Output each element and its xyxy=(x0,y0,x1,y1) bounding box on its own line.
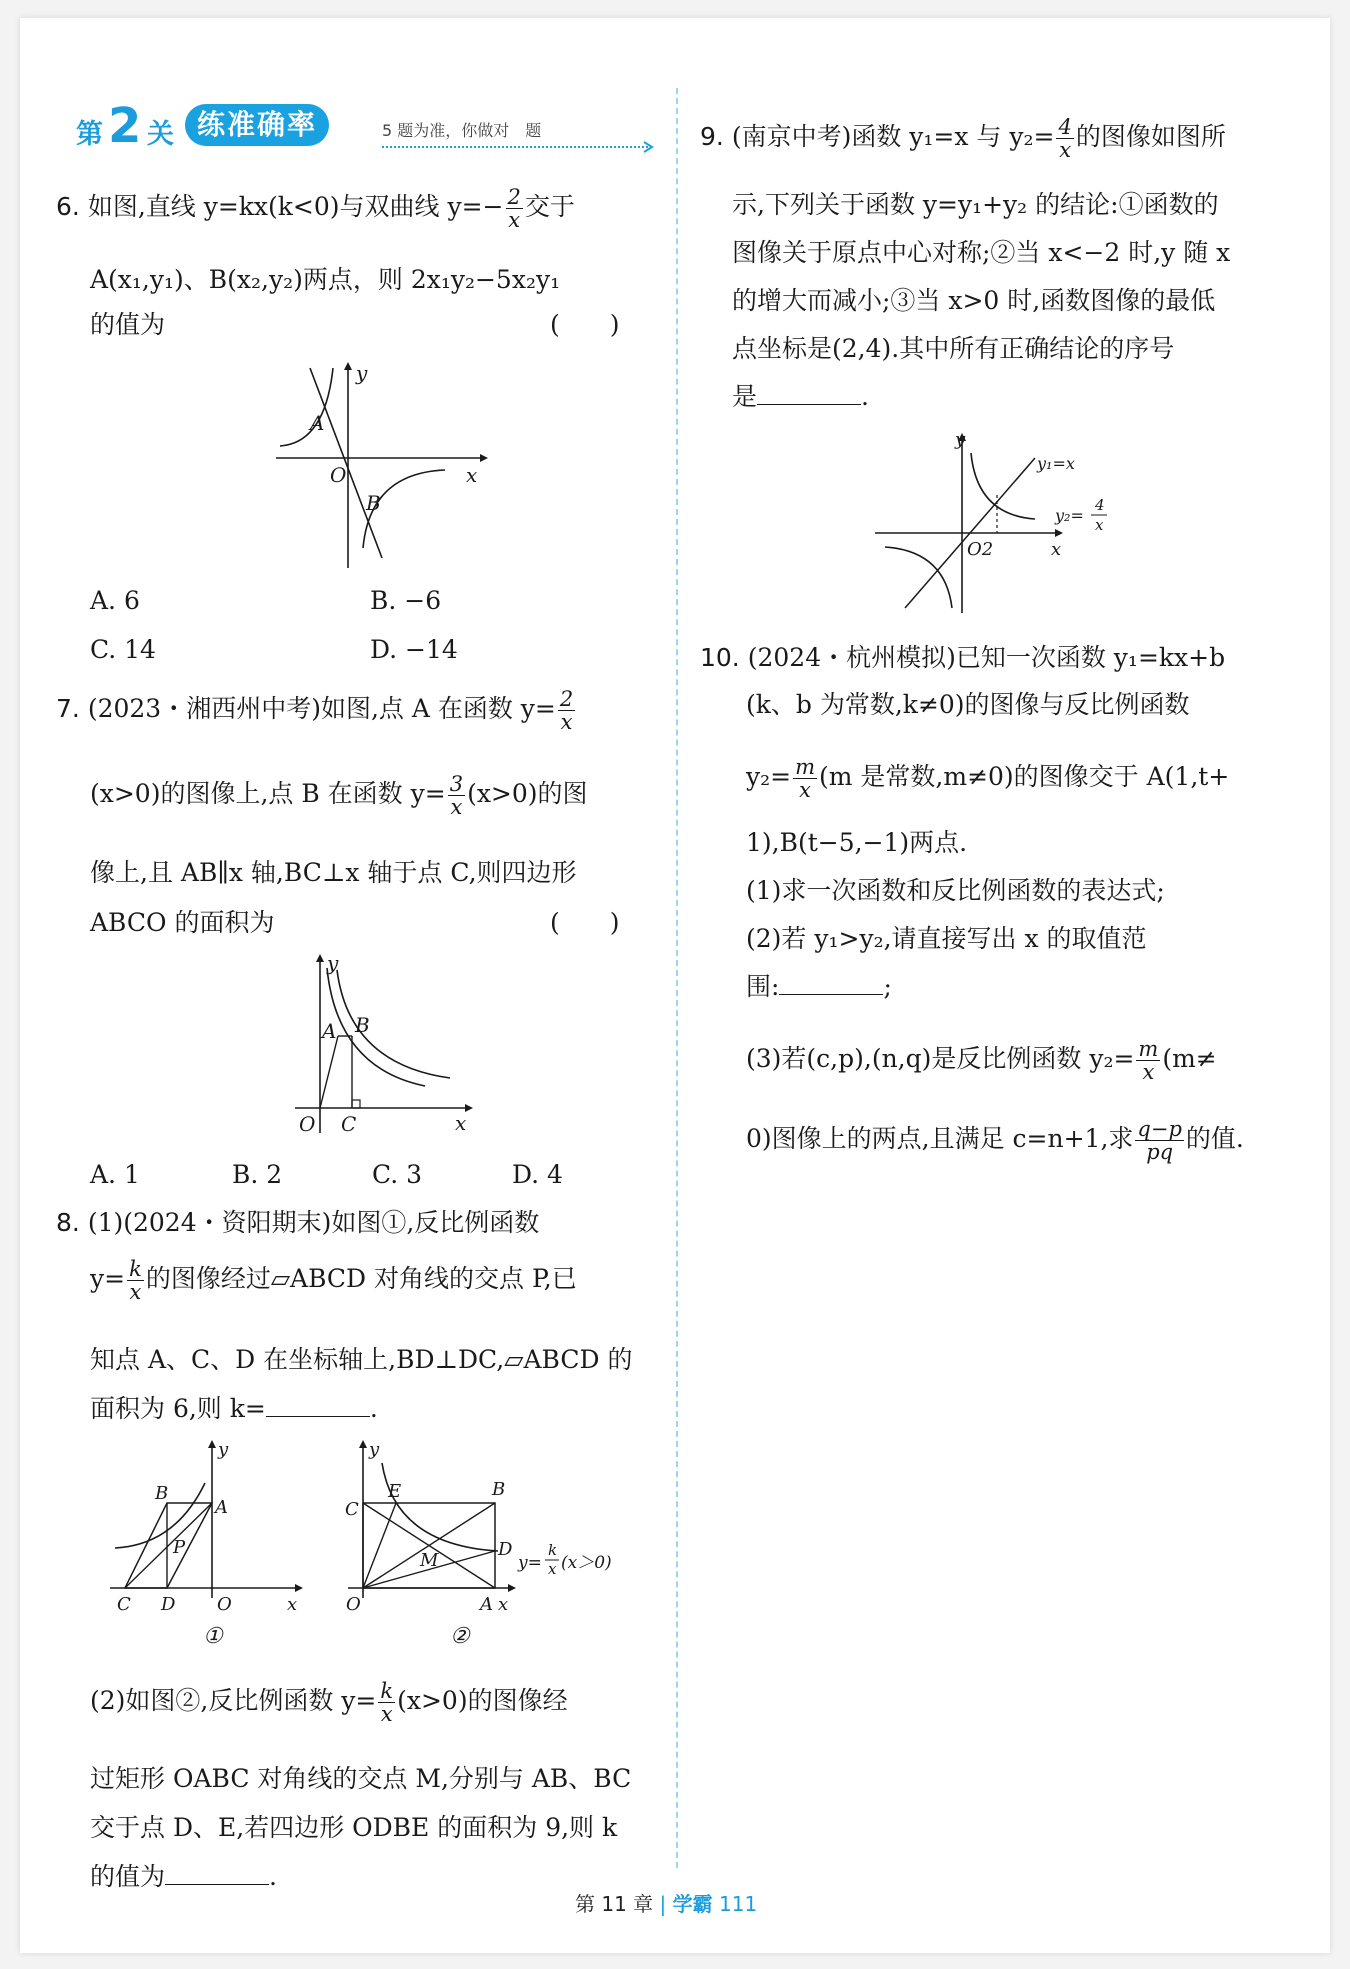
q10-frac1-num: m xyxy=(795,755,816,779)
q7-option-b: B. 2 xyxy=(232,1160,283,1189)
x-axis-arrow xyxy=(480,454,488,462)
q7-label-C: C xyxy=(341,1112,357,1136)
q10-frac3-num: q−p xyxy=(1137,1117,1182,1141)
q8-answer-blank-2[interactable] xyxy=(165,1862,269,1885)
q7-line4: ABCO 的面积为 xyxy=(90,908,275,937)
q7-line2 xyxy=(90,773,588,818)
q8-line3: 知点 A、C、D 在坐标轴上,BD⊥DC,▱ABCD 的 xyxy=(90,1345,633,1374)
q9-line1 xyxy=(700,116,1226,161)
q10-frac2-num: m xyxy=(1138,1037,1159,1061)
q7-number: 7. xyxy=(56,694,80,724)
q9-figure xyxy=(855,423,1130,623)
y-axis-arrow xyxy=(359,1440,367,1448)
q6-figure xyxy=(270,358,490,583)
hyperbola-left xyxy=(280,368,333,446)
q7-label-y: y xyxy=(327,951,339,975)
q7-frac1-num: 2 xyxy=(559,687,574,711)
diagonal-AC xyxy=(125,1503,212,1588)
q7-label-B: B xyxy=(355,1013,370,1037)
q7-answer-paren: ( ) xyxy=(550,908,620,937)
q8-text: (1)(2024・资阳期末)如图①,反比例函数 xyxy=(87,1208,540,1237)
q10-line4: 1),B(t−5,−1)两点. xyxy=(746,828,968,857)
q6-fraction xyxy=(506,186,523,231)
q8-f1-label-x: x xyxy=(287,1594,298,1615)
right-angle-mark xyxy=(352,1100,360,1108)
q8-figure-1 xyxy=(105,1433,310,1648)
q10-text: ; xyxy=(883,972,892,1001)
q8-frac1-den: x xyxy=(127,1280,144,1303)
page-footer xyxy=(575,1888,757,1917)
q10-line6: (2)若 y₁>y₂,请直接写出 x 的取值范 xyxy=(746,924,1147,953)
q10-fraction-2 xyxy=(1136,1038,1160,1083)
q8-f2-label-x: x xyxy=(498,1594,509,1615)
q9-frac-num: 4 xyxy=(1058,115,1072,139)
q10-fraction-1 xyxy=(793,756,817,801)
q10-answer-blank[interactable] xyxy=(779,972,883,995)
q10-line8 xyxy=(746,1038,1217,1083)
segment-OE xyxy=(363,1503,396,1588)
q10-text: (2024・杭州模拟)已知一次函数 y₁=kx+b xyxy=(747,643,1226,672)
q8-f2-curve-label: y= xyxy=(518,1553,542,1573)
q9-label-y2: y₂= xyxy=(1055,506,1084,525)
q9-fraction xyxy=(1056,116,1073,161)
q6-option-a: A. 6 xyxy=(90,586,140,615)
footer-separator: | xyxy=(659,1892,667,1916)
q8-f1-label-B: B xyxy=(155,1483,169,1504)
q8-text: (2)如图②,反比例函数 y= xyxy=(90,1686,377,1716)
q8-number: 8. xyxy=(56,1208,80,1237)
q10-text: 围: xyxy=(746,972,780,1001)
q9-label-O2: O2 xyxy=(967,539,994,560)
q10-text: 0)图像上的两点,且满足 c=n+1,求 xyxy=(746,1124,1134,1154)
q8-f1-caption: ① xyxy=(203,1624,223,1648)
q10-line9 xyxy=(746,1118,1244,1163)
q9-line4: 的增大而减小;③当 x>0 时,函数图像的最低 xyxy=(732,286,1216,315)
q7-frac1-den: x xyxy=(558,710,575,733)
q10-fraction-3 xyxy=(1135,1118,1183,1163)
q8-f2-label-A: A xyxy=(480,1594,493,1615)
q9-frac-den: x xyxy=(1056,138,1073,161)
q8-answer-blank-1[interactable] xyxy=(266,1394,370,1417)
q10-text: (m 是常数,m≠0)的图像交于 A(1,t+ xyxy=(819,762,1230,792)
page-number: 111 xyxy=(719,1892,758,1916)
segment-OA xyxy=(320,1036,338,1108)
q8-line6: 过矩形 OABC 对角线的交点 M,分别与 AB、BC xyxy=(90,1764,632,1793)
q8-line8 xyxy=(90,1862,277,1892)
q7-fraction-1 xyxy=(558,688,575,733)
q8-f2-curve-frac-den: x xyxy=(548,1560,557,1578)
q8-frac1-num: k xyxy=(129,1257,142,1281)
q10-frac2-den: x xyxy=(1136,1060,1160,1083)
q7-option-a: A. 1 xyxy=(90,1160,140,1189)
hyperbola-y2-left xyxy=(885,547,952,608)
q8-text: . xyxy=(269,1862,277,1891)
q8-text: y= xyxy=(90,1264,126,1294)
q7-option-c: C. 3 xyxy=(372,1160,423,1189)
y-axis-arrow xyxy=(344,362,352,370)
x-axis-arrow xyxy=(508,1584,516,1592)
q8-f2-label-E: E xyxy=(388,1481,402,1502)
q8-f1-label-P: P xyxy=(173,1537,186,1558)
q8-line7: 交于点 D、E,若四边形 ODBE 的面积为 9,则 k xyxy=(90,1813,618,1842)
q8-fraction-1 xyxy=(127,1258,144,1303)
q7-frac2-den: x xyxy=(448,795,465,818)
q7-fraction-2 xyxy=(448,773,465,818)
q8-figure-2 xyxy=(340,1433,660,1648)
q9-line6 xyxy=(732,382,869,412)
q6-frac-num: 2 xyxy=(507,185,521,209)
q7-label-A: A xyxy=(322,1019,337,1043)
q8-f1-label-y: y xyxy=(218,1439,229,1460)
curve-3-over-x xyxy=(337,970,450,1078)
banner-rule xyxy=(382,146,648,148)
q8-text: 的图像经过▱ABCD 对角线的交点 P,已 xyxy=(145,1264,577,1294)
q7-line1 xyxy=(56,688,577,733)
q8-f2-caption: ② xyxy=(450,1624,470,1648)
q9-number: 9. xyxy=(700,122,724,152)
q10-line3 xyxy=(746,756,1229,801)
q8-f2-label-O: O xyxy=(346,1594,361,1615)
q8-f2-curve-domain: (x＞0) xyxy=(561,1553,612,1573)
q8-frac2-num: k xyxy=(380,1679,394,1703)
q10-text: (3)若(c,p),(n,q)是反比例函数 y₂= xyxy=(746,1044,1135,1074)
q6-number: 6. xyxy=(56,192,80,222)
footer-chapter: 第 11 章 xyxy=(575,1892,654,1916)
q8-line2 xyxy=(90,1258,577,1303)
q10-frac3-den: pq xyxy=(1135,1140,1183,1163)
y-axis-arrow xyxy=(208,1440,216,1448)
q6-text: 交于 xyxy=(524,192,575,222)
page xyxy=(20,18,1330,1953)
q9-label-y: y xyxy=(955,429,966,450)
level-number: 2 xyxy=(108,98,142,154)
q6-line1 xyxy=(56,186,575,231)
q7-frac2-num: 3 xyxy=(449,772,464,796)
y-axis-arrow xyxy=(316,954,324,962)
q6-frac-den: x xyxy=(506,208,523,231)
q9-label-x: x xyxy=(1051,539,1062,560)
q6-label-A: A xyxy=(310,411,325,435)
footer-brand: 学霸 xyxy=(672,1892,713,1916)
q8-line1 xyxy=(56,1208,539,1238)
level-suffix: 关 xyxy=(147,119,174,150)
q8-text: (x>0)的图像经 xyxy=(397,1686,568,1716)
q9-line3: 图像关于原点中心对称;②当 x<−2 时,y 随 x xyxy=(732,238,1231,267)
q8-f1-label-C: C xyxy=(117,1594,131,1615)
level-prefix: 第 xyxy=(76,119,103,150)
q7-option-d: D. 4 xyxy=(512,1160,563,1189)
x-axis-arrow xyxy=(1055,529,1063,537)
arrow-icon xyxy=(642,140,656,154)
q6-option-c: C. 14 xyxy=(90,635,156,664)
q8-f2-label-D: D xyxy=(498,1539,513,1560)
q8-f2-curve-frac-num: k xyxy=(548,1541,558,1559)
q9-text: 是 xyxy=(732,382,758,411)
hyperbola-y2-right xyxy=(971,453,1035,519)
q6-label-y: y xyxy=(356,361,368,385)
section-pill: 练准确率 xyxy=(185,104,329,146)
q6-line3: 的值为 xyxy=(90,310,166,339)
q10-frac1-den: x xyxy=(793,778,817,801)
q7-figure xyxy=(275,948,475,1148)
q6-label-x: x xyxy=(466,463,478,487)
column-divider xyxy=(676,88,678,1868)
q9-text: 的图像如图所 xyxy=(1075,122,1226,152)
q9-text: . xyxy=(861,382,869,411)
q8-f1-label-A: A xyxy=(215,1497,228,1518)
q8-fraction-2 xyxy=(378,1680,395,1725)
q9-label-y2-den: x xyxy=(1095,516,1104,534)
q10-line7 xyxy=(746,972,892,1002)
q8-f2-label-B: B xyxy=(492,1479,506,1500)
score-note: 5 题为准，你做对 题 xyxy=(382,121,542,140)
q6-line2: A(x₁,y₁)、B(x₂,y₂)两点，则 2x₁y₂−5x₂y₁ xyxy=(90,265,561,294)
q10-text: (m≠ xyxy=(1162,1044,1217,1074)
q6-label-O: O xyxy=(330,463,347,487)
q8-text: . xyxy=(369,1394,378,1423)
q6-answer-paren: ( ) xyxy=(550,310,620,339)
q8-f2-label-C: C xyxy=(345,1499,359,1520)
q10-line5: (1)求一次函数和反比例函数的表达式; xyxy=(746,876,1165,905)
q7-text: (x>0)的图 xyxy=(467,779,588,809)
q7-line3: 像上,且 AB∥x 轴,BC⊥x 轴于点 C,则四边形 xyxy=(90,858,577,887)
q9-line2: 示,下列关于函数 y=y₁+y₂ 的结论:①函数的 xyxy=(732,190,1219,219)
q9-answer-blank[interactable] xyxy=(757,382,861,405)
q10-number: 10. xyxy=(700,643,740,672)
q8-line5 xyxy=(90,1680,568,1725)
q9-label-y2-num: 4 xyxy=(1095,496,1105,514)
q6-text: 如图,直线 y=kx(k<0)与双曲线 y=− xyxy=(87,192,504,222)
q9-text: (南京中考)函数 y₁=x 与 y₂= xyxy=(731,122,1055,152)
q8-text: 的值为 xyxy=(90,1862,166,1891)
q8-frac2-den: x xyxy=(378,1702,395,1725)
q9-line5: 点坐标是(2,4).其中所有正确结论的序号 xyxy=(732,334,1175,363)
q8-f1-label-D: D xyxy=(161,1594,176,1615)
q8-line4 xyxy=(90,1394,378,1424)
q8-f1-label-O: O xyxy=(217,1594,232,1615)
q6-option-d: D. −14 xyxy=(370,635,458,664)
q8-text: 面积为 6,则 k= xyxy=(90,1394,266,1423)
q9-label-y1: y₁=x xyxy=(1037,454,1075,473)
q10-line2: (k、b 为常数,k≠0)的图像与反比例函数 xyxy=(746,690,1190,719)
q6-option-b: B. −6 xyxy=(370,586,442,615)
q7-label-O: O xyxy=(299,1112,316,1136)
x-axis-arrow xyxy=(295,1584,303,1592)
q7-text: (x>0)的图像上,点 B 在函数 y= xyxy=(90,779,446,809)
q6-label-B: B xyxy=(366,491,381,515)
q7-text: (2023・湘西州中考)如图,点 A 在函数 y= xyxy=(87,694,556,724)
q10-text: y₂= xyxy=(746,762,792,792)
q8-f2-label-M: M xyxy=(420,1550,439,1571)
q10-text: 的值. xyxy=(1185,1124,1244,1154)
q7-label-x: x xyxy=(455,1111,467,1135)
q10-line1 xyxy=(700,643,1225,673)
q8-f2-label-y: y xyxy=(369,1439,380,1460)
